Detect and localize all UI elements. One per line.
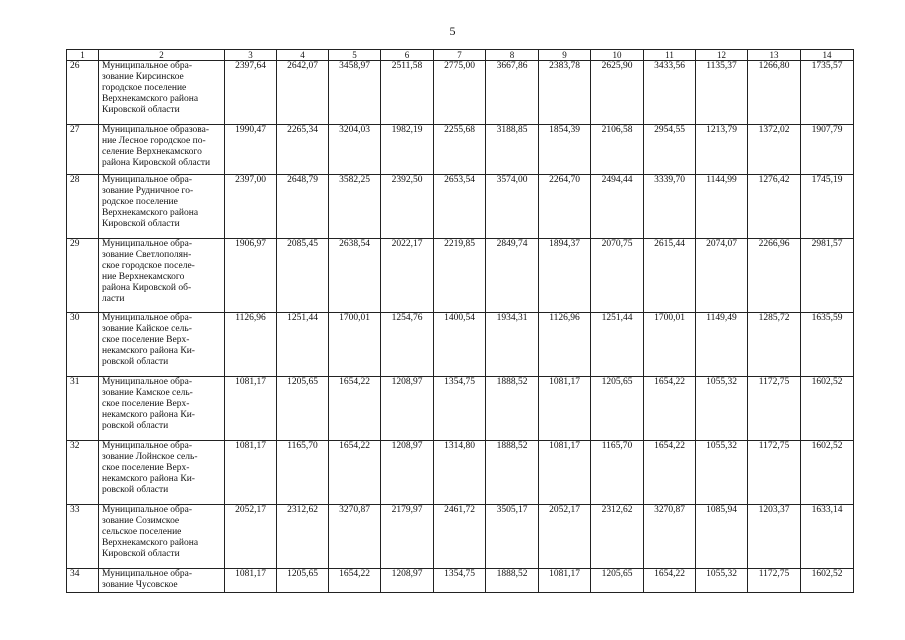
value-cell: 1081,17 [539,569,591,593]
value-cell: 1144,99 [696,175,748,239]
value-cell: 1213,79 [696,125,748,175]
row-number: 28 [67,175,99,239]
value-cell: 1081,17 [225,377,277,441]
value-cell: 2312,62 [277,505,329,569]
value-cell: 1654,22 [644,377,696,441]
value-cell: 1203,37 [748,505,801,569]
header-row [67,50,854,61]
municipality-name: Муниципальное обра- зование Светлополян- ское городское поселе- ние Верхнекамского района Кировской об- ласти [99,239,225,313]
value-cell: 2981,57 [801,239,854,313]
table-row [67,175,854,239]
column-header: 13 [748,50,801,61]
table-row [67,505,854,569]
municipality-name: Муниципальное обра- зование Рудничное го- родское поселение Верхнекамского района Кировской области [99,175,225,239]
value-cell: 1205,65 [277,569,329,593]
value-cell: 2638,54 [329,239,381,313]
value-cell: 3433,56 [644,61,696,125]
value-cell: 1654,22 [644,569,696,593]
value-cell: 1990,47 [225,125,277,175]
value-cell: 1745,19 [801,175,854,239]
value-cell: 2461,72 [434,505,486,569]
value-cell: 1934,31 [486,313,539,377]
value-cell: 1208,97 [381,441,434,505]
value-cell: 2511,58 [381,61,434,125]
table-header [67,50,854,61]
table-row [67,569,854,593]
value-cell: 1654,22 [329,377,381,441]
value-cell: 1205,65 [591,377,644,441]
column-header: 4 [277,50,329,61]
value-cell: 1314,80 [434,441,486,505]
value-cell: 1055,32 [696,569,748,593]
municipality-name: Муниципальное обра- зование Кайское сель- ское поселение Верх- некамского района Ки- ровской области [99,313,225,377]
value-cell: 1135,37 [696,61,748,125]
value-cell: 1654,22 [329,441,381,505]
value-cell: 1982,19 [381,125,434,175]
value-cell: 3188,85 [486,125,539,175]
value-cell: 2849,74 [486,239,539,313]
value-cell: 1172,75 [748,441,801,505]
column-header: 14 [801,50,854,61]
value-cell: 1266,80 [748,61,801,125]
value-cell: 2085,45 [277,239,329,313]
column-header: 5 [329,50,381,61]
value-cell: 1633,14 [801,505,854,569]
value-cell: 1602,52 [801,377,854,441]
value-cell: 1165,70 [591,441,644,505]
value-cell: 1907,79 [801,125,854,175]
column-header: 6 [381,50,434,61]
row-number: 27 [67,125,99,175]
value-cell: 2397,64 [225,61,277,125]
value-cell: 1172,75 [748,569,801,593]
value-cell: 3204,03 [329,125,381,175]
value-cell: 1254,76 [381,313,434,377]
value-cell: 2052,17 [539,505,591,569]
value-cell: 1700,01 [644,313,696,377]
value-cell: 2642,07 [277,61,329,125]
row-number: 32 [67,441,99,505]
value-cell: 1055,32 [696,441,748,505]
data-table [66,49,854,593]
value-cell: 1126,96 [225,313,277,377]
value-cell: 1081,17 [539,441,591,505]
value-cell: 1208,97 [381,569,434,593]
value-cell: 1894,37 [539,239,591,313]
column-header: 7 [434,50,486,61]
value-cell: 2266,96 [748,239,801,313]
value-cell: 1654,22 [329,569,381,593]
row-number: 31 [67,377,99,441]
value-cell: 2070,75 [591,239,644,313]
value-cell: 1085,94 [696,505,748,569]
value-cell: 1126,96 [539,313,591,377]
value-cell: 1854,39 [539,125,591,175]
value-cell: 1635,59 [801,313,854,377]
row-number: 29 [67,239,99,313]
municipality-name: Муниципальное обра- зование Созимское сельское поселение Верхнекамского района Кировской области [99,505,225,569]
value-cell: 1906,97 [225,239,277,313]
table-row [67,377,854,441]
value-cell: 3339,70 [644,175,696,239]
value-cell: 2022,17 [381,239,434,313]
row-number: 33 [67,505,99,569]
table-body [67,61,854,593]
value-cell: 1888,52 [486,377,539,441]
value-cell: 2074,07 [696,239,748,313]
table-row [67,313,854,377]
value-cell: 2052,17 [225,505,277,569]
value-cell: 1602,52 [801,441,854,505]
value-cell: 2625,90 [591,61,644,125]
value-cell: 1081,17 [225,441,277,505]
row-number: 34 [67,569,99,593]
row-number: 26 [67,61,99,125]
column-header: 11 [644,50,696,61]
value-cell: 1602,52 [801,569,854,593]
value-cell: 2383,78 [539,61,591,125]
value-cell: 2264,70 [539,175,591,239]
value-cell: 2775,00 [434,61,486,125]
column-header: 10 [591,50,644,61]
value-cell: 1081,17 [225,569,277,593]
value-cell: 1276,42 [748,175,801,239]
column-header: 9 [539,50,591,61]
value-cell: 2397,00 [225,175,277,239]
table-row [67,61,854,125]
municipality-name: Муниципальное обра- зование Чусовское [99,569,225,593]
column-header: 3 [225,50,277,61]
value-cell: 1354,75 [434,377,486,441]
value-cell: 2179,97 [381,505,434,569]
value-cell: 1700,01 [329,313,381,377]
value-cell: 1735,57 [801,61,854,125]
column-header: 1 [67,50,99,61]
value-cell: 2219,85 [434,239,486,313]
value-cell: 1654,22 [644,441,696,505]
value-cell: 1172,75 [748,377,801,441]
value-cell: 1055,32 [696,377,748,441]
value-cell: 3270,87 [329,505,381,569]
table-row [67,239,854,313]
value-cell: 2648,79 [277,175,329,239]
value-cell: 1205,65 [277,377,329,441]
municipality-name: Муниципальное образова- ние Лесное городское по- селение Верхнекамского района Кировской области [99,125,225,175]
page-number: 5 [449,24,456,38]
value-cell: 3574,00 [486,175,539,239]
value-cell: 1354,75 [434,569,486,593]
column-header: 8 [486,50,539,61]
value-cell: 3270,87 [644,505,696,569]
value-cell: 3458,97 [329,61,381,125]
value-cell: 1081,17 [539,377,591,441]
value-cell: 2312,62 [591,505,644,569]
column-header: 12 [696,50,748,61]
value-cell: 1400,54 [434,313,486,377]
value-cell: 1251,44 [277,313,329,377]
value-cell: 2265,34 [277,125,329,175]
value-cell: 1149,49 [696,313,748,377]
value-cell: 1251,44 [591,313,644,377]
value-cell: 1205,65 [591,569,644,593]
value-cell: 1285,72 [748,313,801,377]
value-cell: 2653,54 [434,175,486,239]
row-number: 30 [67,313,99,377]
value-cell: 2954,55 [644,125,696,175]
municipality-name: Муниципальное обра- зование Кирсинское городское поселение Верхнекамского района Кировской области [99,61,225,125]
value-cell: 3667,86 [486,61,539,125]
table-row [67,441,854,505]
value-cell: 2494,44 [591,175,644,239]
municipality-name: Муниципальное обра- зование Лойнское сель- ское поселение Верх- некамского района Ки- ровской области [99,441,225,505]
value-cell: 2615,44 [644,239,696,313]
value-cell: 3505,17 [486,505,539,569]
table-row [67,125,854,175]
value-cell: 1888,52 [486,441,539,505]
value-cell: 1165,70 [277,441,329,505]
value-cell: 2392,50 [381,175,434,239]
value-cell: 3582,25 [329,175,381,239]
value-cell: 1208,97 [381,377,434,441]
municipality-name: Муниципальное обра- зование Камское сель- ское поселение Верх- некамского района Ки- ровской области [99,377,225,441]
column-header: 2 [99,50,225,61]
value-cell: 2106,58 [591,125,644,175]
value-cell: 2255,68 [434,125,486,175]
value-cell: 1372,02 [748,125,801,175]
value-cell: 1888,52 [486,569,539,593]
